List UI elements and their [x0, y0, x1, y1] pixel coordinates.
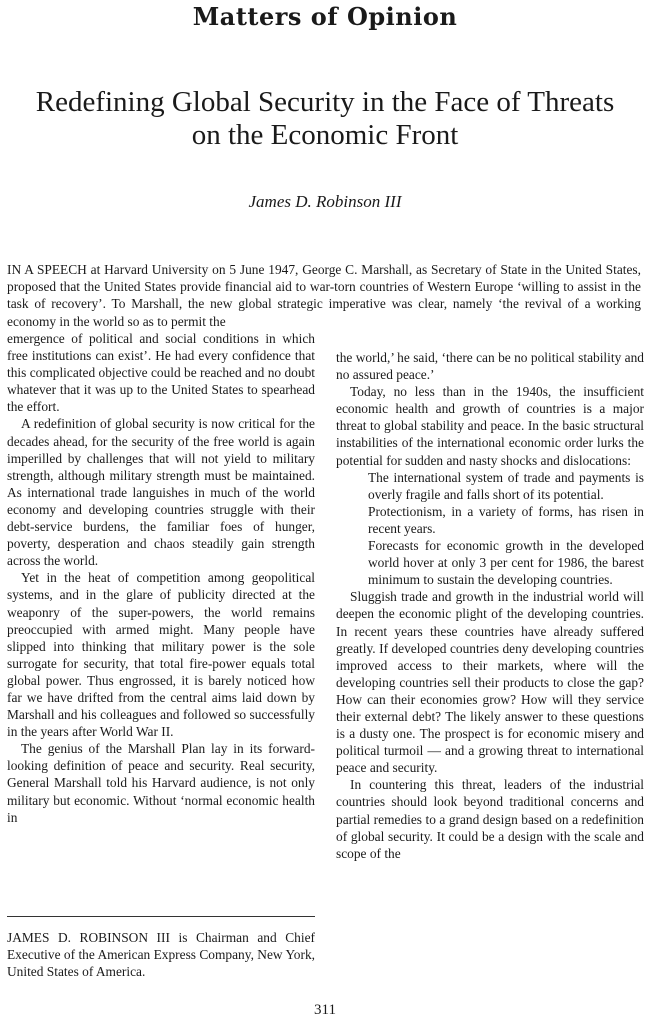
- right-column: [336, 349, 644, 862]
- list-item: Protectionism, in a variety of forms, has risen in recent years.: [368, 503, 644, 536]
- right-paragraph-2: Today, no less than in the 1940s, the insufficient economic health and growth of countries is a major threat to global stability and peace. In the basic structural instabilities of the international economic order lurks the potential for sudden and nasty shocks and dislocations:: [336, 384, 644, 468]
- footnote-divider: [7, 916, 315, 917]
- intro-paragraph: [7, 261, 641, 330]
- list-item: The international system of trade and payments is overly fragile and falls short of its potential.: [368, 469, 644, 502]
- article-author: James D. Robinson III: [248, 192, 402, 211]
- right-paragraph-1: the world,’ he said, ‘there can be no political stability and no assured peace.’: [336, 350, 644, 383]
- left-column: [7, 330, 315, 826]
- right-paragraph-3: Sluggish trade and growth in the industrial world will deepen the economic plight of the developing countries. In recent years these countries have already suffered greatly. If developed countries deny developing countries improved access to their markets, where will the developing countries sell their products to close the gap? How can their economies grow? How will they service their external debt? The likely answer to these questions is a dusty one. The prospect is for economic misery and political turmoil — and a growing threat to international peace and security.: [336, 589, 644, 776]
- left-paragraph-2: A redefinition of global security is now critical for the decades ahead, for the security of the free world is again imperilled by challenges that will not yield to military strength, although military strength must be maintained. As international trade languishes in much of the world economy and developing countries struggle with their debt-service burdens, the familiar foes of hunger, poverty, desperation and chaos steadily gain strength across the world.: [7, 416, 315, 569]
- right-paragraph-4: In countering this threat, leaders of the industrial countries should look beyond traditional concerns and partial remedies to a grand design based on a redefinition of global security. It could be a design with the scale and scope of the: [336, 777, 644, 861]
- article-title: Redefining Global Security in the Face of Threats on the Economic Front: [35, 86, 615, 151]
- left-paragraph-3: Yet in the heat of competition among geopolitical systems, and in the glare of publicity directed at the weaponry of the super-powers, the world remains preoccupied with armed might. Many people have slipped into thinking that military power is the sole surrogate for security, that total fire-power equals total global power. Thus engrossed, it is barely noticed how far we have drifted from the central aims laid down by Marshall and his colleagues and followed so successfully in the years after World War II.: [7, 570, 315, 740]
- left-paragraph-4: The genius of the Marshall Plan lay in its forward-looking definition of peace and security. Real security, General Marshall told his Harvard audience, is not only military but economic. Without ‘normal economic health in: [7, 741, 315, 825]
- intro-text: IN A SPEECH at Harvard University on 5 June 1947, George C. Marshall, as Secretary of State in the United States, proposed that the United States provide financial aid to war-torn countries of Western Europe ‘willing to assist in the task of recovery’. To Marshall, the new global strategic imperative was clear, namely ‘the revival of a working economy in the world so as to permit the: [7, 262, 641, 329]
- author-footnote: JAMES D. ROBINSON III is Chairman and Chief Executive of the American Express Company, New York, United States of America.: [7, 930, 315, 980]
- list-item: Forecasts for economic growth in the developed world hover at only 3 per cent for 1986, the barest minimum to sustain the developing countries.: [368, 538, 644, 588]
- page-number: 311: [314, 1002, 336, 1018]
- left-paragraph-1: emergence of political and social conditions in which free institutions can exist’. He had every confidence that this complicated objective could be reached and no doubt whatever that it was up to the United States to spearhead the effort.: [7, 331, 315, 415]
- section-header: Matters of Opinion: [192, 2, 458, 31]
